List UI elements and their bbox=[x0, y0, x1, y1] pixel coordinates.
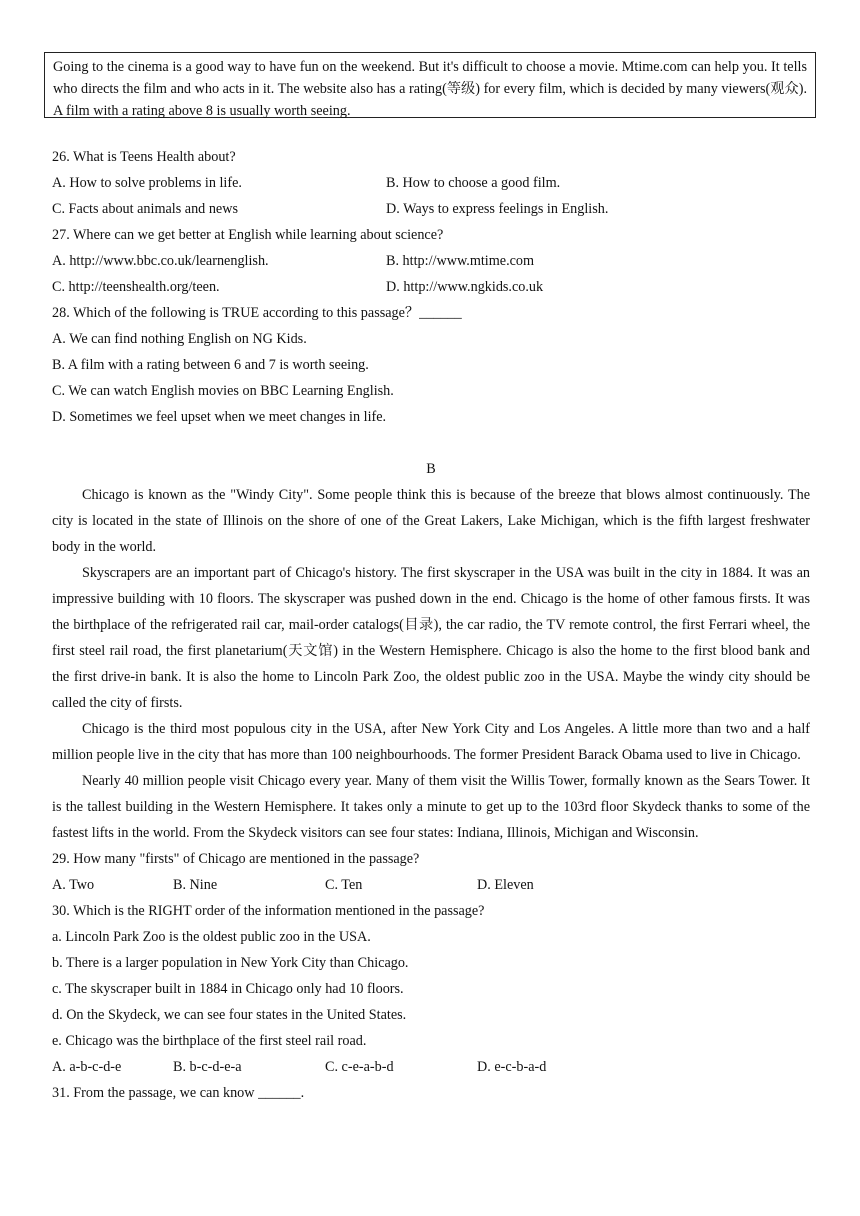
q30-item-d: d. On the Skydeck, we can see four states in the United States. bbox=[52, 1007, 407, 1023]
q26-options-row1 bbox=[52, 170, 810, 196]
q27-options-row2 bbox=[52, 274, 810, 300]
q30-question: 30. Which is the RIGHT order of the information mentioned in the passage? bbox=[52, 903, 485, 919]
q30-option-c: C. c-e-a-b-d bbox=[325, 1059, 394, 1075]
q27-options-row1 bbox=[52, 248, 810, 274]
q30-item-a: a. Lincoln Park Zoo is the oldest public zoo in the USA. bbox=[52, 929, 371, 945]
q27-option-d: D. http://www.ngkids.co.uk bbox=[386, 279, 544, 295]
q29-option-a: A. Two bbox=[52, 877, 95, 893]
passage-paragraph-4: Nearly 40 million people visit Chicago every year. Many of them visit the Willis Tower, formally known as the Sears Tower. It is the tallest building in the Western Hemisphere. It takes only a minute to get up to the 103rd floor Skydeck thanks to some of the fastest lifts in the world. From the Skydeck visitors can see four states: Indiana, Illinois, Michigan and Wisconsin. bbox=[52, 773, 810, 841]
q26-question: 26. What is Teens Health about? bbox=[52, 149, 236, 165]
q27-option-b: B. http://www.mtime.com bbox=[386, 253, 535, 269]
q29-option-d: D. Eleven bbox=[477, 877, 534, 893]
q26-option-d: D. Ways to express feelings in English. bbox=[386, 201, 609, 217]
q26-option-c: C. Facts about animals and news bbox=[52, 201, 238, 217]
q30-options-row bbox=[52, 1054, 810, 1080]
q30-option-d: D. e-c-b-a-d bbox=[477, 1059, 547, 1075]
q30-item-c: c. The skyscraper built in 1884 in Chicago only had 10 floors. bbox=[52, 981, 404, 997]
q28-option-d: D. Sometimes we feel upset when we meet changes in life. bbox=[52, 409, 387, 425]
q27-option-c: C. http://teenshealth.org/teen. bbox=[52, 279, 220, 295]
q30-item-e: e. Chicago was the birthplace of the first steel rail road. bbox=[52, 1033, 367, 1049]
q30-item-b: b. There is a larger population in New York City than Chicago. bbox=[52, 955, 409, 971]
q26-option-a: A. How to solve problems in life. bbox=[52, 175, 242, 191]
q29-option-c: C. Ten bbox=[325, 877, 363, 893]
spacer bbox=[52, 430, 810, 456]
passage-paragraph-3: Chicago is the third most populous city in the USA, after New York City and Los Angeles. A little more than two and a half million people live in the city that has more than 100 neighbourhoods. The former President Barack Obama used to live in Chicago. bbox=[52, 721, 810, 763]
worksheet-body bbox=[52, 144, 810, 1106]
q28-question: 28. Which of the following is TRUE according to this passage？______ bbox=[52, 305, 462, 321]
passage-paragraph-1: Chicago is known as the "Windy City". Some people think this is because of the breeze that blows almost continuously. The city is located in the state of Illinois on the shore of one of the Great Lakers, Lake Michigan, which is the fifth largest freshwater body in the world. bbox=[52, 487, 810, 555]
q28-option-c: C. We can watch English movies on BBC Learning English. bbox=[52, 383, 394, 399]
q29-options-row bbox=[52, 872, 810, 898]
section-b-heading: B bbox=[426, 461, 436, 477]
q29-question: 29. How many "firsts" of Chicago are mentioned in the passage? bbox=[52, 851, 420, 867]
q30-option-a: A. a-b-c-d-e bbox=[52, 1059, 122, 1075]
q26-options-row2 bbox=[52, 196, 810, 222]
q29-option-b: B. Nine bbox=[173, 877, 218, 893]
q26-option-b: B. How to choose a good film. bbox=[386, 175, 561, 191]
passage-paragraph-2: Skyscrapers are an important part of Chicago's history. The first skyscraper in the USA was built in the city in 1884. It was an impressive building with 10 floors. The skyscraper was pushed down in the end. Chicago is the home of other famous firsts. It was the birthplace of the refrigerated rail car, mail-order catalogs(目录), the car radio, the TV remote control, the first Ferrari wheel, the first steel rail road, the first planetarium(天文馆) in the Western Hemisphere. Chicago is also the home to the first blood bank and the first drive-in bank. It is also the home to Lincoln Park Zoo, the oldest public zoo in the USA. Maybe the windy city should be called the city of firsts. bbox=[52, 565, 810, 711]
intro-passage-text: Going to the cinema is a good way to have fun on the weekend. But it's difficult to choose a movie. Mtime.com can help you. It tells who directs the film and who acts in it. The website also has a rating(等级) for every film, which is decided by many viewers(观众). A film with a rating above 8 is usually worth seeing. bbox=[53, 59, 807, 119]
q30-option-b: B. b-c-d-e-a bbox=[173, 1059, 242, 1075]
q31-question: 31. From the passage, we can know ______. bbox=[52, 1085, 305, 1101]
q27-question: 27. Where can we get better at English while learning about science? bbox=[52, 227, 444, 243]
q28-option-a: A. We can find nothing English on NG Kids. bbox=[52, 331, 307, 347]
q27-option-a: A. http://www.bbc.co.uk/learnenglish. bbox=[52, 253, 269, 269]
q28-option-b: B. A film with a rating between 6 and 7 is worth seeing. bbox=[52, 357, 369, 373]
intro-passage-box bbox=[44, 52, 816, 118]
